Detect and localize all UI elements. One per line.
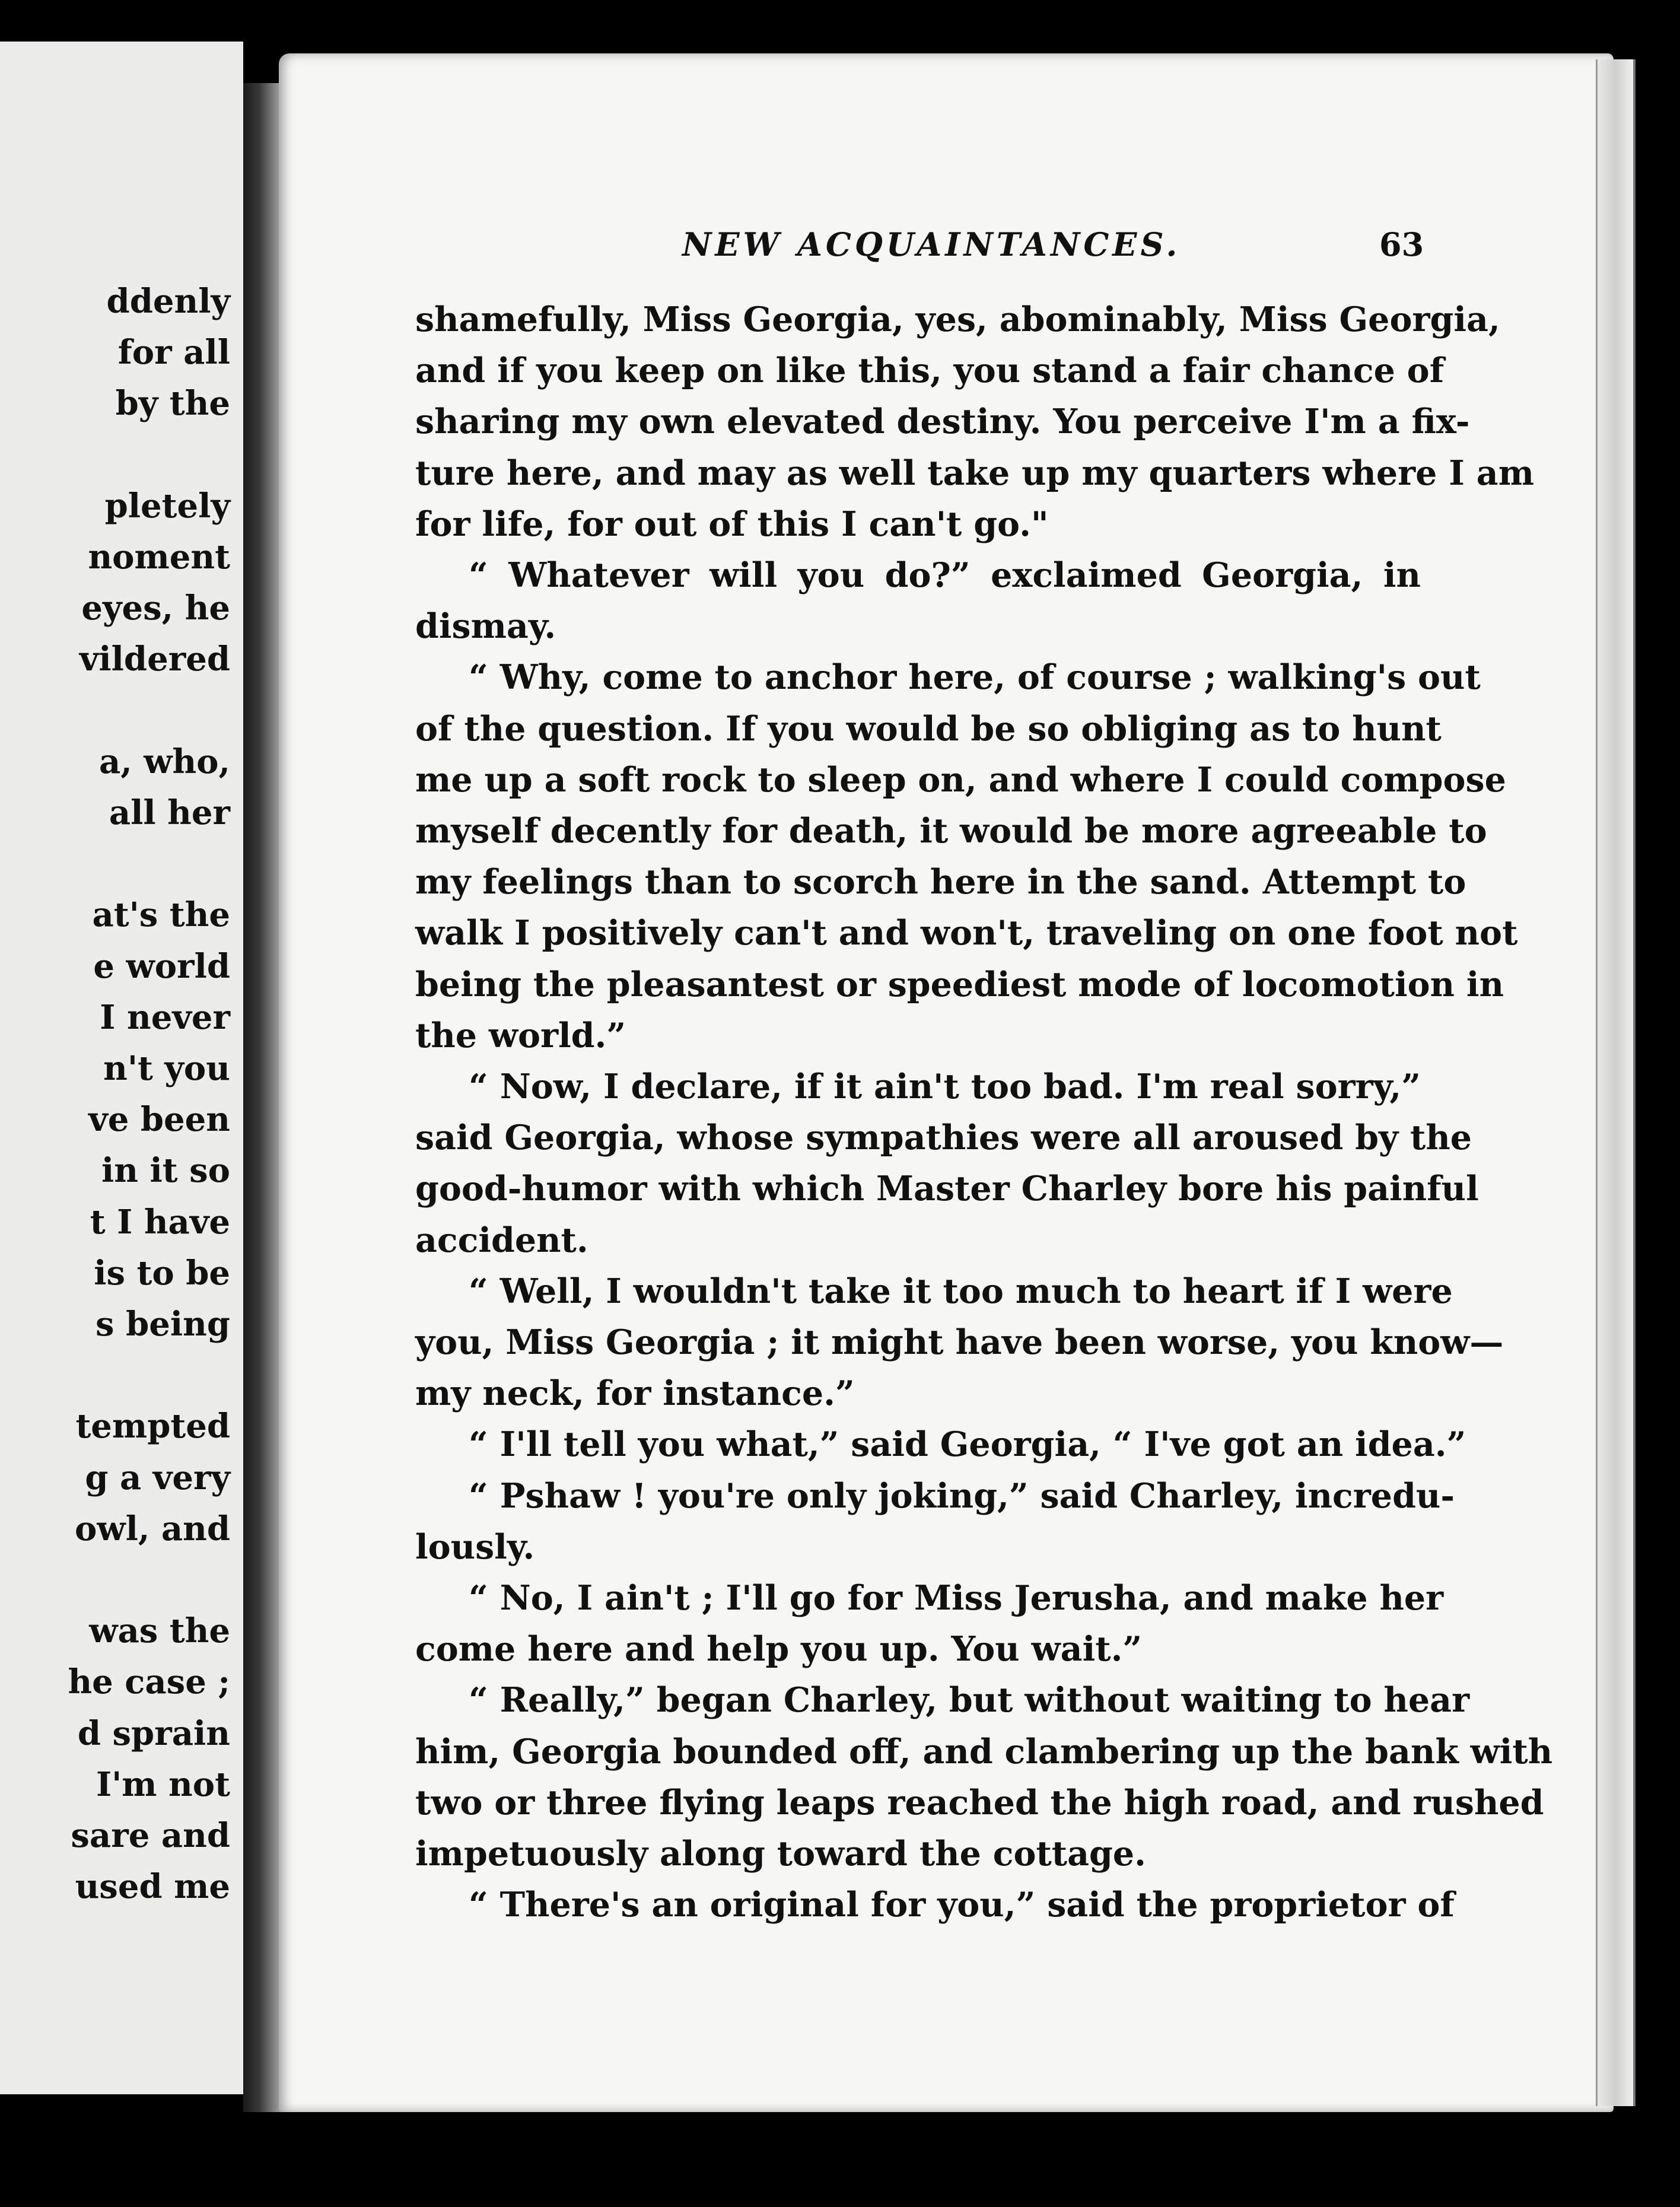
- text-line: my feelings than to scorch here in the sand. Attempt to: [415, 862, 1466, 902]
- left-page-line: ddenly: [106, 282, 230, 321]
- text-line: said Georgia, whose sympathies were all aroused by the: [415, 1118, 1472, 1158]
- left-page-line: in it so: [101, 1151, 230, 1191]
- left-page-line: e world: [93, 946, 230, 986]
- text-line: dismay.: [415, 606, 556, 647]
- left-page-line: n't you: [103, 1049, 230, 1088]
- left-page-line: sare and: [71, 1816, 230, 1855]
- left-page-line: all her: [109, 793, 230, 832]
- text-line: “ No, I ain't ; I'll go for Miss Jerusha, and make her: [469, 1578, 1444, 1618]
- text-line: accident.: [415, 1220, 588, 1260]
- text-line: “ Now, I declare, if it ain't too bad. I'm real sorry,”: [469, 1067, 1421, 1106]
- left-page-line: tempted: [75, 1407, 230, 1446]
- text-line: you, Miss Georgia ; it might have been worse, you know—: [415, 1322, 1504, 1362]
- text-line: and if you keep on like this, you stand a fair chance of: [415, 351, 1444, 391]
- text-line: ture here, and may as well take up my quarters where I am: [415, 453, 1535, 493]
- text-line: “ Pshaw ! you're only joking,” said Charley, incredu-: [469, 1475, 1455, 1516]
- left-page-line: d sprain: [77, 1713, 230, 1753]
- text-line: shamefully, Miss Georgia, yes, abominably, Miss Georgia,: [415, 300, 1500, 339]
- left-page-line: he case ;: [68, 1662, 230, 1702]
- text-line: lously.: [415, 1527, 535, 1567]
- text-line: “ I'll tell you what,” said Georgia, “ I've got an idea.”: [469, 1424, 1466, 1465]
- text-line: me up a soft rock to sleep on, and where I could compose: [415, 759, 1506, 800]
- page-edge: [1596, 59, 1636, 2106]
- left-page-line: owl, and: [75, 1509, 230, 1548]
- left-page-line: g a very: [85, 1458, 230, 1497]
- running-head: NEW ACQUAINTANCES.: [682, 225, 1181, 263]
- left-page-line: a, who,: [98, 742, 230, 781]
- left-page-line: t I have: [90, 1202, 230, 1242]
- left-page-line: I never: [100, 997, 230, 1037]
- text-line: for life, for out of this I can't go.": [415, 504, 1049, 544]
- left-page-line: used me: [75, 1867, 230, 1907]
- left-page-line: ve been: [88, 1100, 230, 1140]
- page-number: 63: [1379, 225, 1424, 263]
- left-page-line: eyes, he: [81, 589, 230, 628]
- text-line: “ There's an original for you,” said the proprietor of: [469, 1885, 1455, 1925]
- left-page-line: s being: [96, 1305, 230, 1344]
- left-page-line: at's the: [92, 895, 230, 935]
- text-line: him, Georgia bounded off, and clambering up the bank with: [415, 1731, 1553, 1772]
- left-page-line: I'm not: [96, 1764, 230, 1804]
- text-line: impetuously along toward the cottage.: [415, 1834, 1147, 1874]
- left-page-line: was the: [89, 1611, 230, 1651]
- text-line: of the question. If you would be so obliging as to hunt: [415, 708, 1442, 749]
- text-line: walk I positively can't and won't, traveling on one foot not: [415, 913, 1518, 953]
- left-page-line: vildered: [79, 640, 230, 679]
- text-line: being the pleasantest or speediest mode of locomotion in: [415, 964, 1504, 1004]
- left-page-line: is to be: [94, 1253, 230, 1293]
- text-line: my neck, for instance.”: [415, 1373, 855, 1414]
- text-line: “ Really,” began Charley, but without waiting to hear: [469, 1680, 1470, 1721]
- text-line: come here and help you up. You wait.”: [415, 1629, 1143, 1669]
- text-line: myself decently for death, it would be more agreeable to: [415, 811, 1487, 851]
- left-page-line: by the: [115, 384, 230, 424]
- left-page-line: pletely: [104, 486, 230, 526]
- text-line: sharing my own elevated destiny. You perceive I'm a fix-: [415, 402, 1470, 442]
- left-page: [0, 42, 243, 2094]
- text-line: two or three flying leaps reached the high road, and rushed: [415, 1782, 1544, 1823]
- text-line: “ Whatever will you do?” exclaimed Georgia, in: [469, 555, 1421, 595]
- text-line: the world.”: [415, 1015, 626, 1055]
- left-page-line: noment: [88, 538, 230, 577]
- text-line: good-humor with which Master Charley bore his painful: [415, 1169, 1479, 1209]
- text-line: “ Why, come to anchor here, of course ; walking's out: [469, 657, 1481, 698]
- left-page-line: for all: [117, 333, 230, 373]
- text-line: “ Well, I wouldn't take it too much to heart if I were: [469, 1271, 1453, 1311]
